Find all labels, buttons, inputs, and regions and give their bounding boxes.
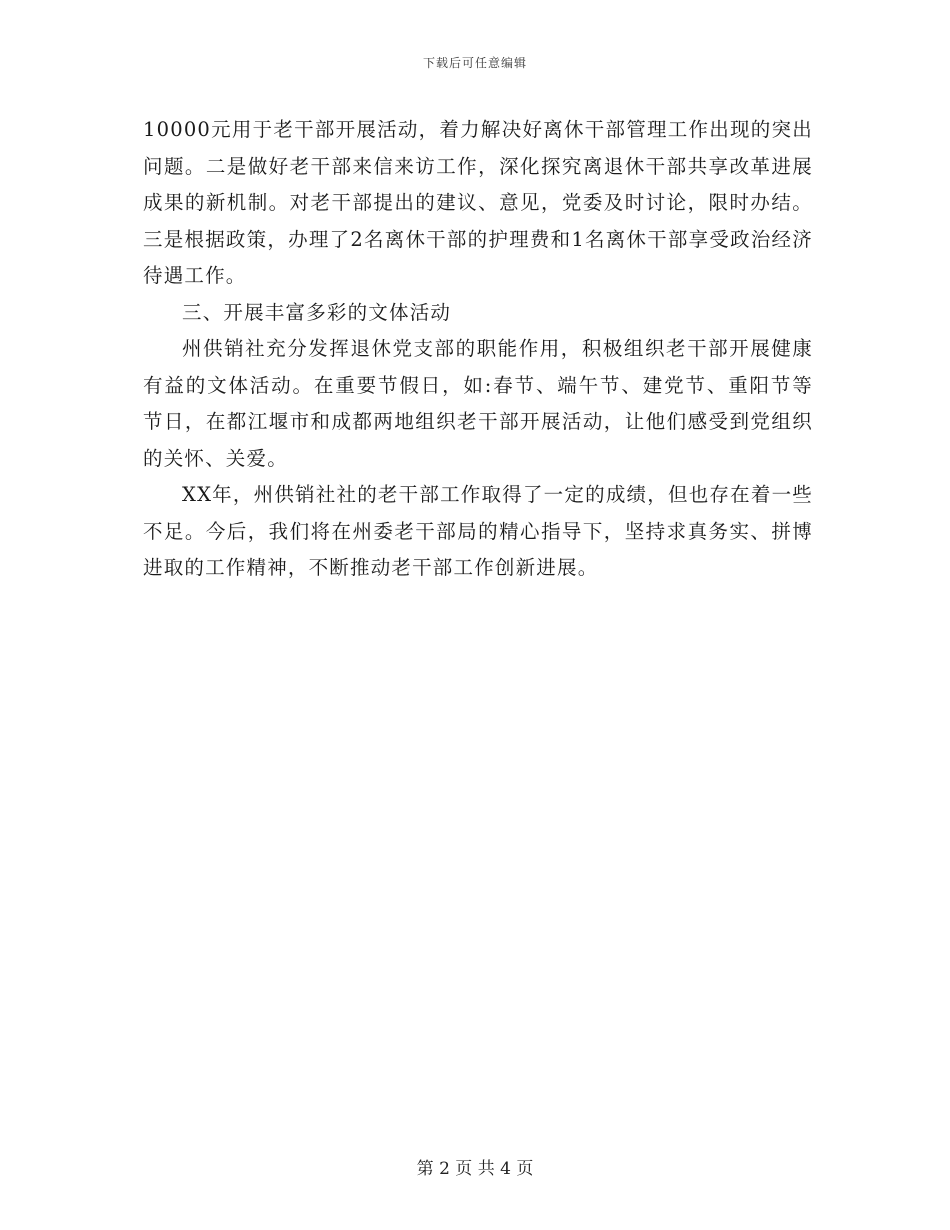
document-body <box>143 112 813 587</box>
body-paragraph: XX年，州供销社社的老干部工作取得了一定的成绩，但也存在着一些不足。今后，我们将在州委老干部局的精心指导下，坚持求真务实、拼博进取的工作精神，不断推动老干部工作创新进展。 <box>143 483 813 579</box>
page-number-footer: 第 2 页 共 4 页 <box>416 1159 534 1179</box>
page-header: 下载后可任意编辑 <box>422 56 527 70</box>
body-paragraph: 州供销社充分发挥退休党支部的职能作用，积极组织老干部开展健康有益的文体活动。在重要节假日，如:春节、端午节、建党节、重阳节等节日，在都江堰市和成都两地组织老干部开展活动，让他们感受到党组织的关怀、关爱。 <box>143 337 813 470</box>
body-paragraph: 10000元用于老干部开展活动，着力解决好离休干部管理工作出现的突出问题。二是做好老干部来信来访工作，深化探究离退休干部共享改革进展成果的新机制。对老干部提出的建议、意见，党委及时讨论，限时办结。三是根据政策，办理了2名离休干部的护理费和1名离休干部享受政治经济待遇工作。 <box>143 118 813 287</box>
section-heading: 三、开展丰富多彩的文体活动 <box>182 300 452 324</box>
